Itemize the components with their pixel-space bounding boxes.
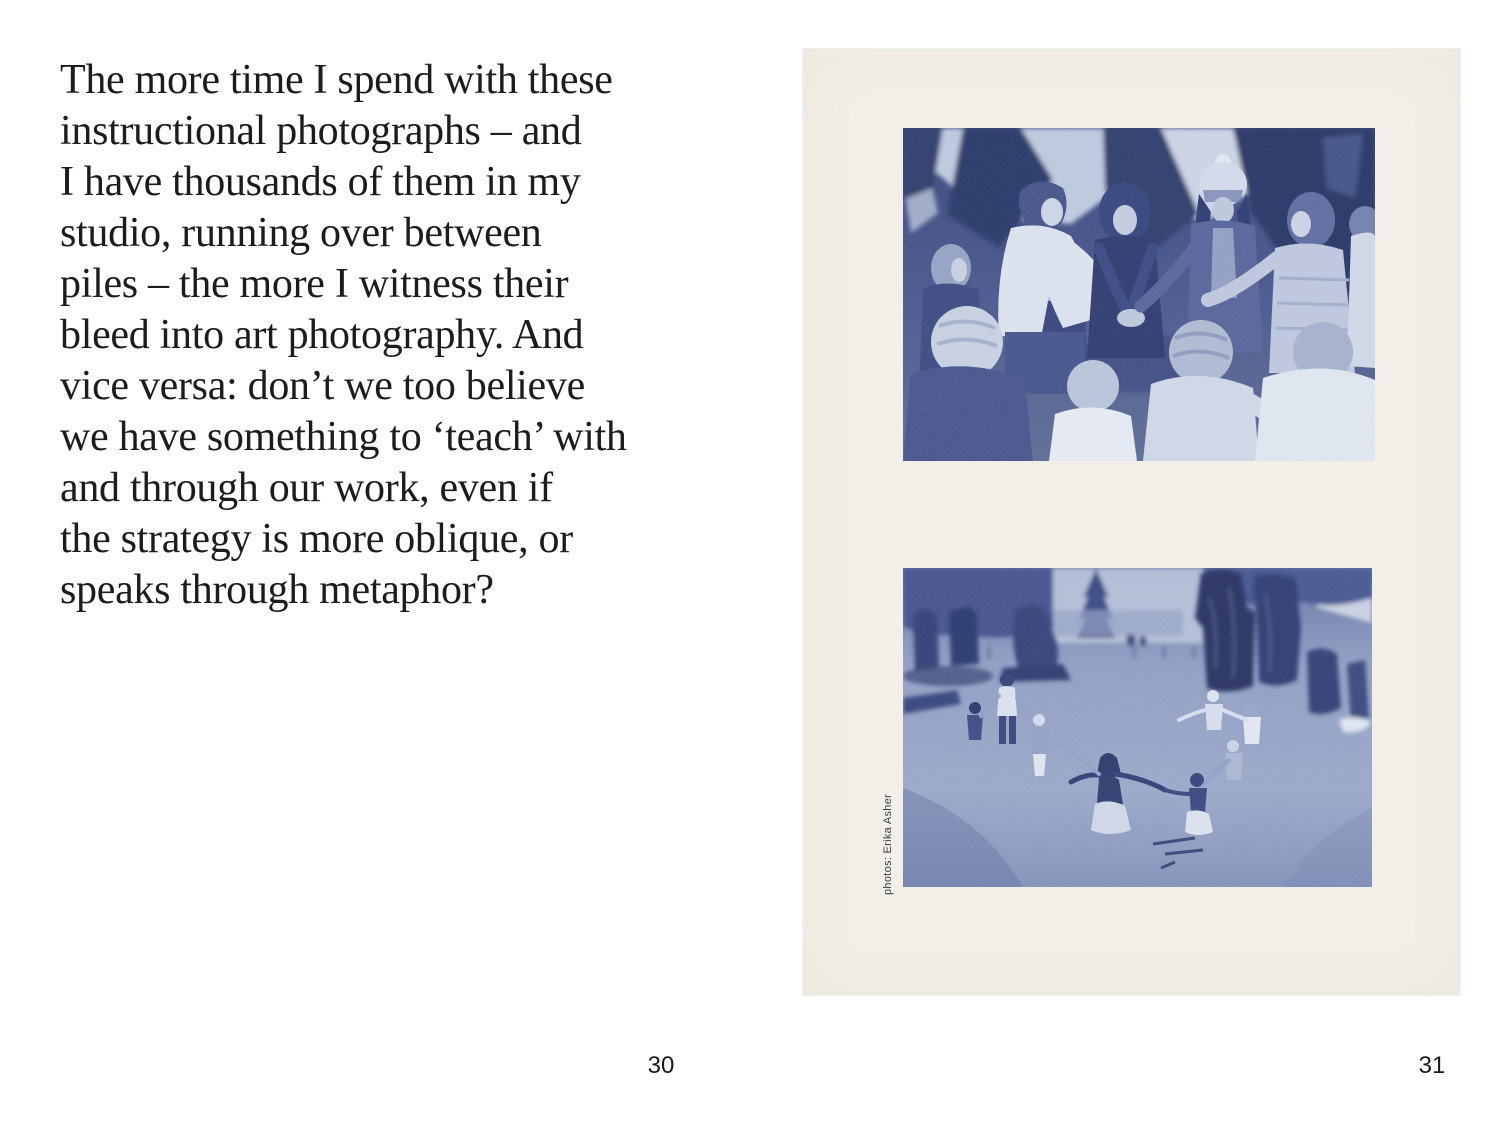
left-page-body-text — [60, 55, 720, 616]
photo-top — [903, 128, 1375, 461]
text-line: the strategy is more oblique, or — [60, 516, 573, 562]
text-line: The more time I spend with these — [60, 57, 613, 103]
text-line: studio, running over between — [60, 210, 542, 256]
text-line: piles – the more I witness their — [60, 261, 569, 307]
page-number-left: 30 — [647, 1052, 675, 1079]
text-line: speaks through metaphor? — [60, 567, 494, 613]
text-line: instructional photographs – and — [60, 108, 582, 154]
text-line: I have thousands of them in my — [60, 159, 581, 205]
text-line: and through our work, even if — [60, 465, 553, 511]
text-line: vice versa: don’t we too believe — [60, 363, 585, 409]
page-number-right: 31 — [1418, 1052, 1446, 1079]
text-line: we have something to ‘teach’ with — [60, 414, 627, 460]
photo-credit: photos: Erika Asher — [882, 793, 894, 895]
photo-bottom — [903, 568, 1372, 887]
right-page-paper — [803, 49, 1460, 995]
text-line: bleed into art photography. And — [60, 312, 584, 358]
